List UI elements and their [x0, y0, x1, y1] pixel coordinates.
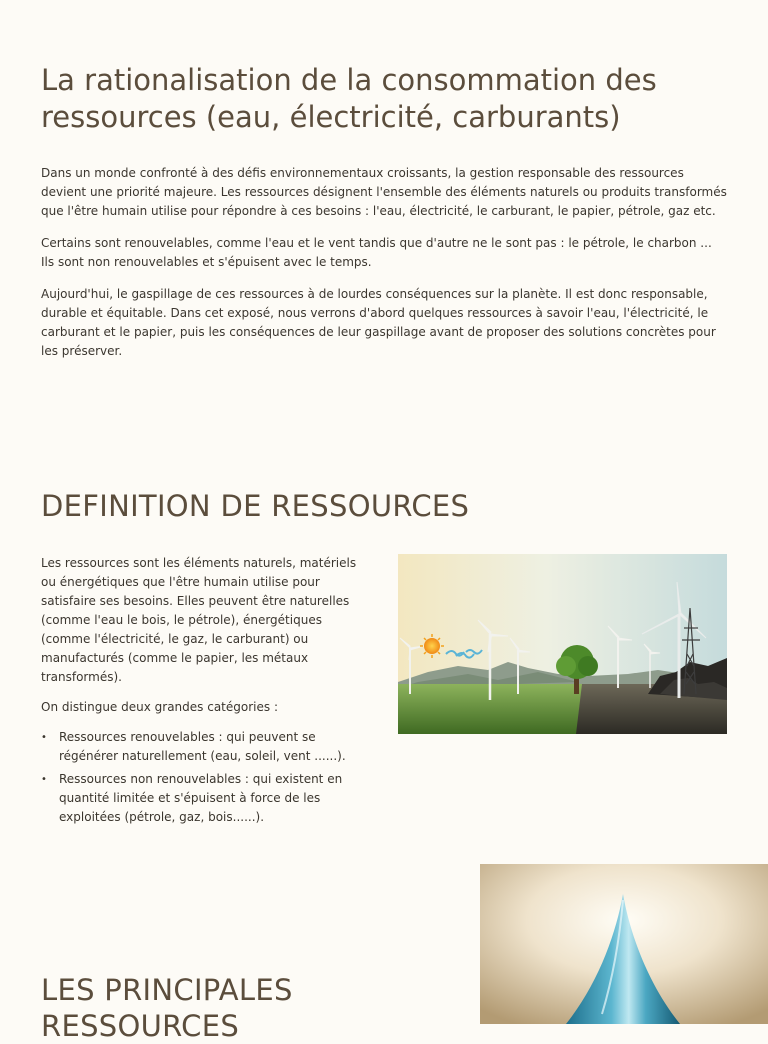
category-non-renewable: Ressources non renouvelables : qui existent en quantité limitée et s'épuisent à force de les exploitées (pétrole, gaz, bois......).: [59, 772, 343, 824]
intro-text: [41, 164, 727, 361]
definition-heading: DEFINITION DE RESSOURCES: [41, 489, 470, 523]
list-item: [41, 728, 373, 766]
bullet: •: [41, 774, 47, 785]
category-renewable: Ressources renouvelables : qui peuvent se régénérer naturellement (eau, soleil, vent ......).: [59, 730, 346, 763]
categories-intro: On distingue deux grandes catégories :: [41, 700, 278, 714]
resources-heading: LES PRINCIPALES RESSOURCES: [41, 973, 293, 1043]
bullet: •: [41, 732, 47, 743]
page-title: La rationalisation de la consommation des ressources (eau, électricité, carburants): [41, 63, 657, 134]
definition-text: [41, 554, 373, 831]
definition-paragraph: Les ressources sont les éléments naturels, matériels ou énergétiques que l'être humain utilise pour satisfaire ses besoins. Elles peuvent être naturelles (comme l'eau le bois, le pétrole), énergétiques (comme l'électricité, le gaz, le carburant) ou manufacturés (comme le papier, les métaux transformés).: [41, 556, 357, 684]
list-item: [41, 770, 373, 827]
intro-paragraph: Aujourd'hui, le gaspillage de ces ressources à de lourdes conséquences sur la planète. Il est donc responsable, durable et équitable. Dans cet exposé, nous verrons d'abord quelques ressources à savoir l'eau, l'électricité, le carburant et le papier, puis les conséquences de leur gaspillage avant de proposer des solutions concrètes pour les préserver.: [41, 287, 716, 358]
water-drop-illustration: [480, 864, 768, 1024]
intro-section: [41, 62, 727, 374]
intro-paragraph: Certains sont renouvelables, comme l'eau et le vent tandis que d'autre ne le sont pas : le pétrole, le charbon ... Ils sont non renouvelables et s'épuisent avec le temps.: [41, 236, 712, 269]
categories-list: [41, 728, 373, 827]
wind-turbine-illustration: [398, 554, 727, 734]
intro-paragraph: Dans un monde confronté à des défis environnementaux croissants, la gestion responsable des ressources devient une priorité majeure. Les ressources désignent l'ensemble des éléments naturels ou produits transformés que l'être humain utilise pour répondre à ces besoins : l'eau, électricité, le carburant, le papier, pétrole, gaz etc.: [41, 166, 727, 218]
